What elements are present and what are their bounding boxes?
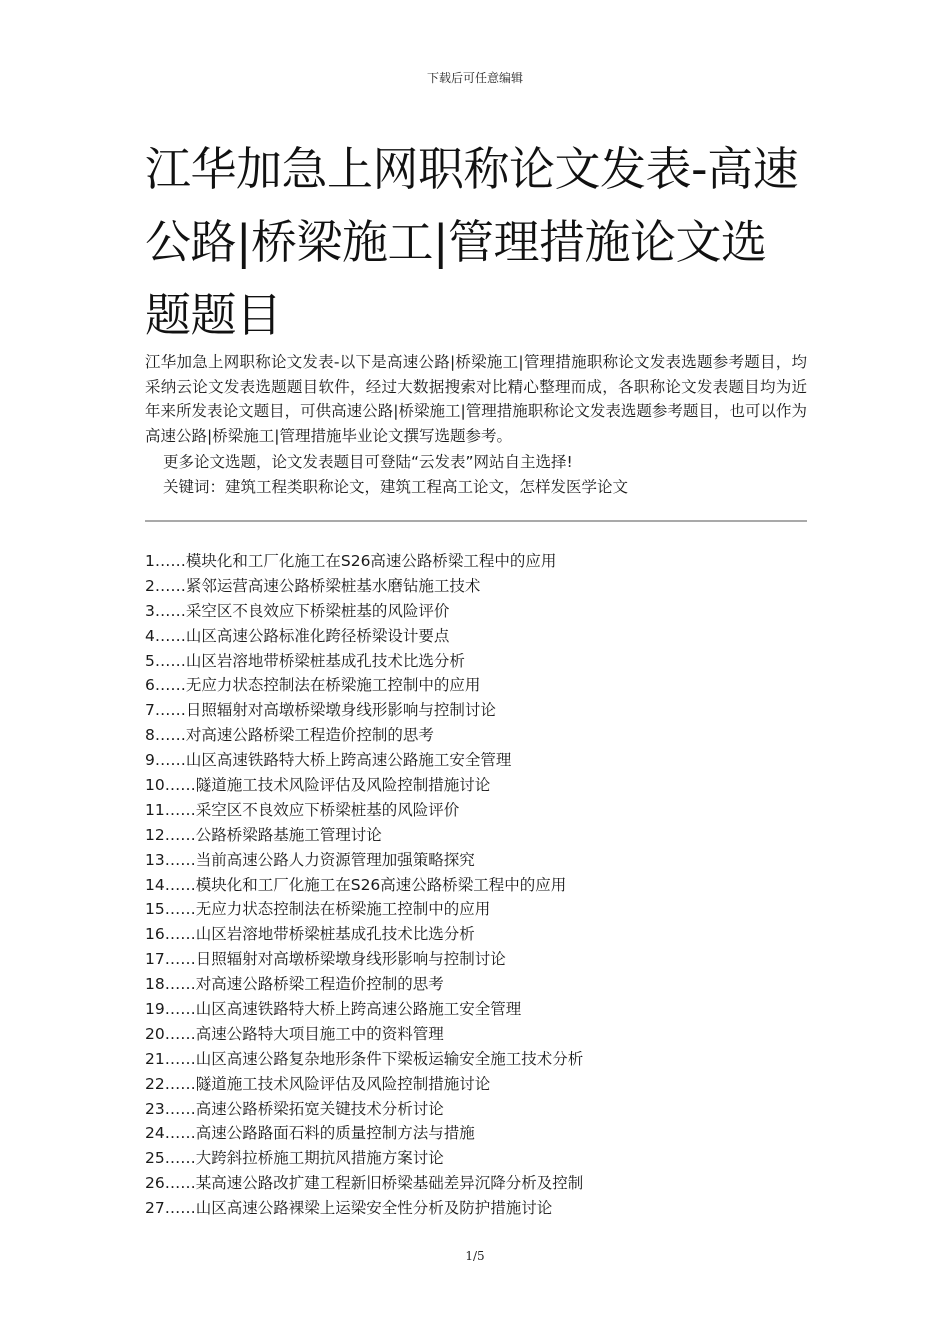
topic-item: 12……公路桥梁路基施工管理讨论 — [145, 825, 382, 844]
header-note: 下载后可任意编辑 — [426, 71, 523, 85]
keywords-line: 关键词：建筑工程类职称论文，建筑工程高工论文，怎样发医学论文 — [163, 478, 629, 496]
topic-item: 9……山区高速铁路特大桥上跨高速公路施工安全管理 — [145, 751, 512, 770]
topic-item: 18……对高速公路桥梁工程造价控制的思考 — [145, 975, 444, 994]
topic-item: 11……采空区不良效应下桥梁桩基的风险评价 — [145, 800, 460, 819]
topic-item: 3……采空区不良效应下桥梁桩基的风险评价 — [145, 601, 450, 620]
topic-item: 27……山区高速公路裸梁上运梁安全性分析及防护措施讨论 — [145, 1199, 553, 1218]
topic-list — [145, 549, 807, 1221]
topic-item: 8……对高速公路桥梁工程造价控制的思考 — [145, 726, 434, 745]
topic-item: 7……日照辐射对高墩桥梁墩身线形影响与控制讨论 — [145, 701, 496, 720]
topic-item: 2……紧邻运营高速公路桥梁桩基水磨钻施工技术 — [145, 576, 481, 595]
topic-item: 10……隧道施工技术风险评估及风险控制措施讨论 — [145, 776, 491, 795]
topic-item: 4……山区高速公路标准化跨径桥梁设计要点 — [145, 626, 450, 645]
topic-item: 19……山区高速铁路特大桥上跨高速公路施工安全管理 — [145, 1000, 522, 1019]
topic-item: 15……无应力状态控制法在桥梁施工控制中的应用 — [145, 900, 491, 919]
topic-item: 24……高速公路路面石料的质量控制方法与措施 — [145, 1124, 475, 1143]
page-number: 1/5 — [465, 1249, 485, 1263]
section-divider — [145, 520, 807, 522]
topic-item: 23……高速公路桥梁拓宽关键技术分析讨论 — [145, 1099, 444, 1118]
topic-item: 20……高速公路特大项目施工中的资料管理 — [145, 1024, 444, 1043]
topic-item: 22……隧道施工技术风险评估及风险控制措施讨论 — [145, 1074, 491, 1093]
topic-item: 26……某高速公路改扩建工程新旧桥梁基础差异沉降分析及控制 — [145, 1174, 584, 1193]
topic-item: 5……山区岩溶地带桥梁桩基成孔技术比选分析 — [145, 651, 465, 670]
topic-item: 25……大跨斜拉桥施工期抗风措施方案讨论 — [145, 1149, 444, 1168]
topic-item: 6……无应力状态控制法在桥梁施工控制中的应用 — [145, 676, 481, 695]
document-title: 江华加急上网职称论文发表-高速公路|桥梁施工|管理措施论文选题题目 — [145, 142, 799, 342]
topic-item: 16……山区岩溶地带桥梁桩基成孔技术比选分析 — [145, 925, 475, 944]
topic-item: 21……山区高速公路复杂地形条件下梁板运输安全施工技术分析 — [145, 1049, 584, 1068]
topic-item: 14……模块化和工厂化施工在S26高速公路桥梁工程中的应用 — [145, 875, 567, 894]
topic-item: 17……日照辐射对高墩桥梁墩身线形影响与控制讨论 — [145, 950, 506, 969]
more-topics-note: 更多论文选题，论文发表题目可登陆“云发表”网站自主选择! — [163, 453, 573, 471]
topic-item: 13……当前高速公路人力资源管理加强策略探究 — [145, 850, 475, 869]
topic-item: 1……模块化和工厂化施工在S26高速公路桥梁工程中的应用 — [145, 552, 557, 570]
intro-paragraph: 江华加急上网职称论文发表-以下是高速公路|桥梁施工|管理措施职称论文发表选题参考题目，均采纳云论文发表选题题目软件，经过大数据搜索对比精心整理而成，各职称论文发表题目均为近年来所发表论文题目，可供高速公路|桥梁施工|管理措施职称论文发表选题参考题目，也可以作为高速公路|桥梁施工|管理措施毕业论文撰写选题参考。 — [145, 353, 807, 445]
